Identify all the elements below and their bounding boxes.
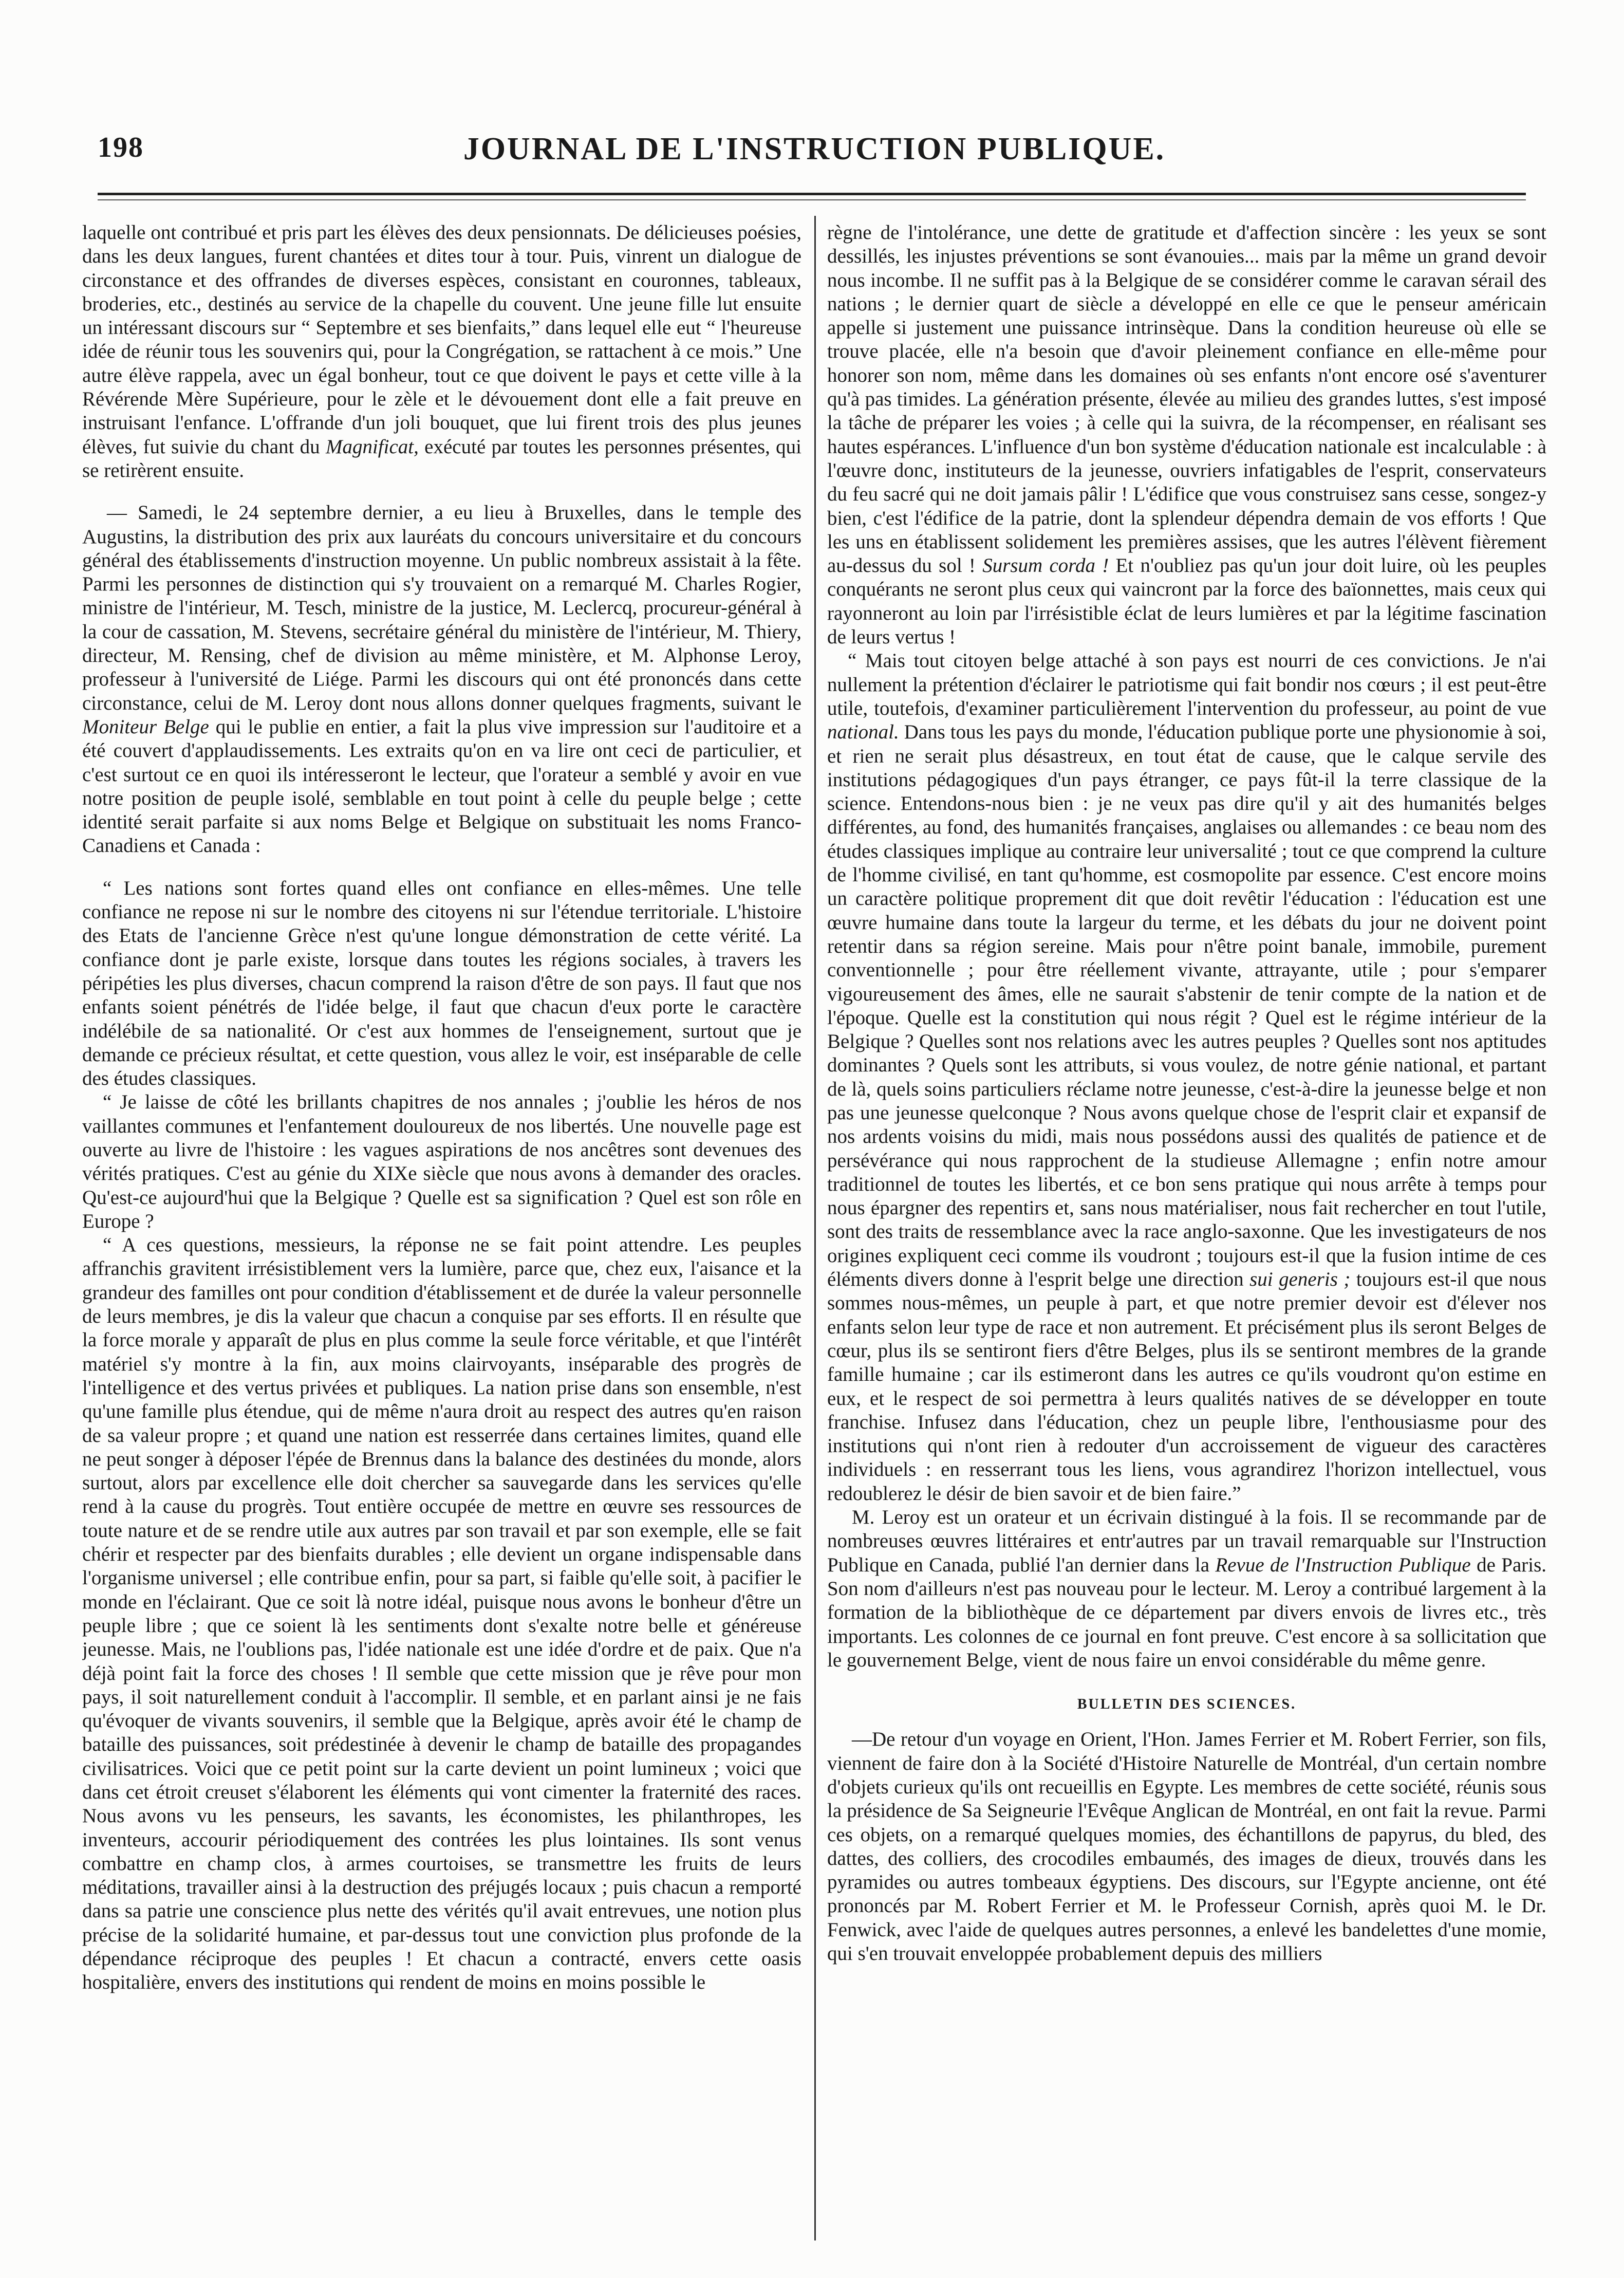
right-column: [827, 221, 1546, 2240]
science-news-paragraph: —De retour d'un voyage en Orient, l'Hon. James Ferrier et M. Robert Ferrier, son fils, viennent de faire don à la Société d'Histoire Naturelle de Montréal, d'un certain nombre d'objets curieux qu'ils ont recueillis en Egypte. Les membres de cette société, réunis sous la présidence de Sa Seigneurie l'Evêque Anglican de Montréal, en ont fait la revue. Parmi ces objets, on a remarqué quelques momies, des échantillons de papyrus, du bled, des dattes, des colliers, des crocodiles embaumés, des images de dieux, trouvés dans les pyramides ou autres tombeaux égyptiens. Des discours, sur l'Egypte ancienne, ont été prononcés par M. Robert Ferrier et M. le Professeur Cornish, après quoi M. le Dr. Fenwick, avec l'aide de quelques autres personnes, a enlevé les bandelettes d'une momie, qui s'en trouvait enveloppée probablement depuis des milliers: [827, 1728, 1546, 1965]
speech-quote-paragraph: “ Les nations sont fortes quand elles ont confiance en elles-mêmes. Une telle confiance ne repose ni sur le nombre des citoyens ni sur l'étendue territoriale. L'histoire des Etats de l'ancienne Grèce n'est qu'une longue démonstration de cette vérité. La confiance dont je parle existe, lorsque dans toutes les régions sociales, à travers les péripéties les plus diverses, chacun comprend la raison d'être de son pays. Il faut que nos enfants soient pénétrés de l'idée belge, il faut que chacun d'eux porte le caractère indélébile de sa nationalité. Or c'est aux hommes de l'enseignement, surtout que je demande ce précieux résultat, et cette question, vous allez le voir, est inséparable de celle des études classiques.: [82, 877, 801, 1090]
header-rule: [98, 193, 1526, 195]
speech-continuation-paragraph: règne de l'intolérance, une dette de gratitude et d'affection sincère : les yeux se sont dessillés, les injustes préventions se sont évanouies... mais par la même un grand devoir nous incombe. Il ne suffit pas à la Belgique de se considérer comme le caravan sérail des nations ; le dernier quart de siècle a développé en elle ce que le penseur américain appelle si justement une puissance intrinsèque. Dans la condition heureuse où elle se trouve placée, elle n'a besoin que d'avoir pleinement confiance en elle-même pour honorer son nom, même dans les domaines où ses enfants n'ont encore osé s'aventurer qu'à pas timides. La génération présente, élevée au milieu des grandes luttes, s'est imposé la tâche de préparer les voies ; à celle qui la suivra, de la récompenser, en réalisant ses hautes espérances. L'influence d'un bon système d'éducation nationale est incalculable : à l'œuvre donc, instituteurs de la jeunesse, ouvriers infatigables de l'esprit, conservateurs du feu sacré qui ne doit jamais pâlir ! L'édifice que vous construisez sans cesse, songez-y bien, c'est l'édifice de la patrie, dont la splendeur dépendra demain de vos efforts ! Que les uns en établissent solidement les premières assises, que les autres l'élèvent fièrement au-dessus du sol ! Sursum corda ! Et n'oubliez pas qu'un jour doit luire, où les peuples conquérants ne seront plus ceux qui vaincront par la force des baïonnettes, mais ceux qui rayonneront au loin par l'irrésistible éclat de leurs lumières et par la légitime fascination de leurs vertus !: [827, 221, 1546, 649]
speech-quote-paragraph: “ Mais tout citoyen belge attaché à son pays est nourri de ces convictions. Je n'ai nullement la prétention d'éclairer le patriotisme qui fait bondir nos cœurs ; il est peut-être utile, toutefois, d'examiner particulièrement l'intervention du professeur, au point de vue national. Dans tous les pays du monde, l'éducation publique porte une physionomie à soi, et rien ne serait plus désastreux, en tout état de cause, que le calque servile des institutions pédagogiques d'un pays étranger, ce pays fût-il la terre classique de la science. Entendons-nous bien : je ne veux pas dire qu'il y ait des humanités belges différentes, au fond, des humanités françaises, anglaises ou allemandes : ce beau nom des études classiques implique au contraire leur universalité ; tout ce que comprend la culture de l'homme civilisé, en tant qu'homme, est cosmopolite par essence. C'est encore moins un caractère politique proprement dit que doit revêtir l'éducation : l'éducation est une œuvre humaine dans toute la largeur du terme, et les débats du jour ne doivent point retentir dans sa région sereine. Mais pour n'être point banale, immobile, purement conventionnelle ; pour être réellement vivante, attrayante, utile ; pour s'emparer vigoureusement des âmes, elle ne saurait s'abstenir de tenir compte de la nation et de l'époque. Quelle est la constitution qui nous régit ? Quel est le régime intérieur de la Belgique ? Quelles sont nos relations avec les autres peuples ? Quelles sont nos aptitudes dominantes ? Quels sont les attributs, si vous voulez, de notre génie national, et partant de là, quels soins particuliers réclame notre jeunesse, c'est-à-dire la jeunesse belge et non pas une jeunesse quelconque ? Nous avons quelque chose de l'esprit clair et expansif de nos ardents voisins du midi, mais nous possédons aussi des qualités de patience et de persévérance qui nous rapprochent de la studieuse Allemagne ; enfin notre amour traditionnel de toutes les libertés, et ce bon sens pratique qui nous arrête à temps pour nous épargner des repentirs et, sans nous matérialiser, nous fait rechercher en tout l'utile, sont des traits de ressemblance avec la race anglo-saxonne. Que les investigateurs de nos origines expliquent ceci comme ils voudront ; toujours est-il que la fusion intime de ces éléments divers donne à l'esprit belge une direction sui generis ; toujours est-il que nous sommes nous-mêmes, un peuple à part, et que notre premier devoir est d'élever nos enfants selon leur type de race et non autrement. Et précisément plus ils seront Belges de cœur, plus ils se sentiront fiers d'être Belges, plus ils se sentiront membres de la grande famille humaine ; car ils estimeront dans les autres ce qu'ils voudront qu'on estime en eux, et le respect de soi permettra à leurs qualités natives de se développer en toute franchise. Infusez dans l'éducation, chez un peuple libre, l'enthousiasme pour des institutions qui n'ont rien à redouter d'un accroissement de vigueur des caractères individuels : en resserrant tous les liens, vous agrandirez l'horizon intellectuel, vous redoublerez le désir de bien savoir et de bien faire.”: [827, 650, 1546, 1505]
column-divider: [814, 216, 816, 2240]
speech-quote-paragraph: “ Je laisse de côté les brillants chapitres de nos annales ; j'oublie les héros de nos vaillantes communes et l'enfantement douloureux de nos libertés. Une nouvelle page est ouverte au livre de l'histoire : les vagues aspirations de nos ancêtres sont devenues des vérités pratiques. C'est au génie du XIXe siècle que nous avons à demander des oracles. Qu'est-ce aujourd'hui que la Belgique ? Quelle est sa signification ? Quel est son rôle en Europe ?: [82, 1091, 801, 1232]
page-header: [77, 131, 1552, 177]
left-column: [82, 221, 801, 2240]
page-number: 198: [98, 132, 144, 163]
header-rule-thin: [98, 199, 1526, 200]
article-continuation-paragraph: laquelle ont contribué et pris part les élèves des deux pensionnats. De délicieuses poésies, dans les deux langues, furent chantées et dites tour à tour. Puis, vinrent un dialogue de circonstance et des offrandes de diverses espèces, consistant en couronnes, tableaux, broderies, etc., destinés au service de la chapelle du couvent. Une jeune fille lut ensuite un intéressant discours sur “ Septembre et ses bienfaits,” dans lequel elle eut “ l'heureuse idée de réunir tous les souvenirs qui, pour la Congrégation, se rattachent à ce mois.” Une autre élève rappela, avec un égal bonheur, tout ce que doivent le pays et cette ville à la Révérende Mère Supérieure, pour le zèle et le dévouement dont elle a fait preuve en instruisant l'enfance. L'offrande d'un joli bouquet, que lui firent trois des plus jeunes élèves, fut suivie du chant du Magnificat, exécuté par toutes les personnes présentes, qui se retirèrent ensuite.: [82, 221, 801, 481]
journal-title: JOURNAL DE L'INSTRUCTION PUBLIQUE.: [463, 132, 1166, 166]
leroy-paragraph: M. Leroy est un orateur et un écrivain distingué à la fois. Il se recommande par de nombreuses œuvres littéraires et entr'autres par un travail remarquable sur l'Instruction Publique en Canada, publié l'an dernier dans la Revue de l'Instruction Publique de Paris. Son nom d'ailleurs n'est pas nouveau pour le lecteur. M. Leroy a contribué largement à la formation de la bibliothèque de ce département par divers envois de livres etc., très importants. Les colonnes de ce journal en font preuve. C'est encore à sa sollicitation que le gouvernement Belge, vient de nous faire un envoi considérable du même genre.: [827, 1506, 1546, 1671]
section-heading: BULLETIN DES SCIENCES.: [1077, 1696, 1297, 1713]
brussels-news-paragraph: — Samedi, le 24 septembre dernier, a eu lieu à Bruxelles, dans le temple des Augustins, la distribution des prix aux lauréats du concours universitaire et du concours général des établissements d'instruction moyenne. Un public nombreux assistait à la fête. Parmi les personnes de distinction qui s'y trouvaient on a remarqué M. Charles Rogier, ministre de l'intérieur, M. Tesch, ministre de la justice, M. Leclercq, procureur-général à la cour de cassation, M. Stevens, secrétaire général du ministère de l'intérieur, M. Thiery, directeur, M. Rensing, chef de division au même ministère, et M. Alphonse Leroy, professeur à l'université de Liége. Parmi les discours qui ont été prononcés dans cette circonstance, celui de M. Leroy dont nous allons donner quelques fragments, suivant le Moniteur Belge qui le publie en entier, a fait la plus vive impression sur l'auditoire et a été couvert d'applaudissements. Les extraits qu'on en va lire ont ceci de particulier, et c'est surtout ce en quoi ils intéresseront le lecteur, que l'orateur a semblé y avoir en vue notre position de peuple isolé, semblable en tout point à celle du peuple belge ; cette identité serait parfaite si aux noms Belge et Belgique on substituait les noms Franco-Canadiens et Canada :: [82, 502, 801, 857]
speech-quote-paragraph: “ A ces questions, messieurs, la réponse ne se fait point attendre. Les peuples affranchis gravitent irrésistiblement vers la lumière, parce que, chez eux, l'aisance et la grandeur des familles ont pour condition d'établissement et de durée la valeur personnelle de leurs membres, je dis la valeur que chacun a conquise par ses efforts. Il en résulte que la force morale y apparaît de plus en plus comme la seule force véritable, et que l'intérêt matériel s'y montre à la fin, aux moins clairvoyants, inséparable des progrès de l'intelligence et des vertus privées et publiques. La nation prise dans son ensemble, n'est qu'une famille plus étendue, qui de même n'aura droit au respect des autres qu'en raison de sa valeur propre ; et quand une nation est resserrée dans certaines limites, quand elle ne peut songer à déposer l'épée de Brennus dans la balance des destinées du monde, alors surtout, alors par excellence elle doit chercher sa sauvegarde dans les services qu'elle rend à la cause du progrès. Tout entière occupée de mettre en œuvre ses ressources de toute nature et de se rendre utile aux autres par son travail et par son exemple, elle se fait chérir et respecter par des bienfaits durables ; elle devient un organe indispensable dans l'organisme universel ; elle contribue enfin, pour sa part, si faible qu'elle soit, à pacifier le monde en l'éclairant. Que ce soit là notre idéal, puisque nous avons le bonheur d'être un peuple libre ; que ce soient là les sentiments dont s'exalte notre belle et généreuse jeunesse. Mais, ne l'oublions pas, l'idée nationale est une idée d'ordre et de paix. Que n'a déjà point fait la force des choses ! Il semble que cette mission que je rêve pour mon pays, il soit naturellement conduit à l'accomplir. Il semble, et en parlant ainsi je ne fais qu'évoquer de vivants souvenirs, il semble que la Belgique, après avoir été le champ de bataille des puissances, soit prédestinée à devenir le champ de bataille des propagandes civilisatrices. Voici que ce petit point sur la carte devient un point lumineux ; voici que dans cet étroit creuset s'élaborent les éléments qui vont cimenter la fraternité des races. Nous avons vu les penseurs, les savants, les économistes, les philanthropes, les inventeurs, accourir périodiquement des contrées les plus lointaines. Ils sont venus combattre en champ clos, à armes courtoises, se transmettre les fruits de leurs méditations, travailler ainsi à la destruction des préjugés locaux ; puis chacun a remporté dans sa patrie une conscience plus nette des vérités qu'il avait entrevues, une notion plus précise de la solidarité humaine, et par-dessus tout une conviction plus profonde de la dépendance réciproque des peuples ! Et chacun a contracté, envers cette oasis hospitalière, envers des institutions qui rendent de moins en moins possible le: [82, 1234, 801, 1994]
